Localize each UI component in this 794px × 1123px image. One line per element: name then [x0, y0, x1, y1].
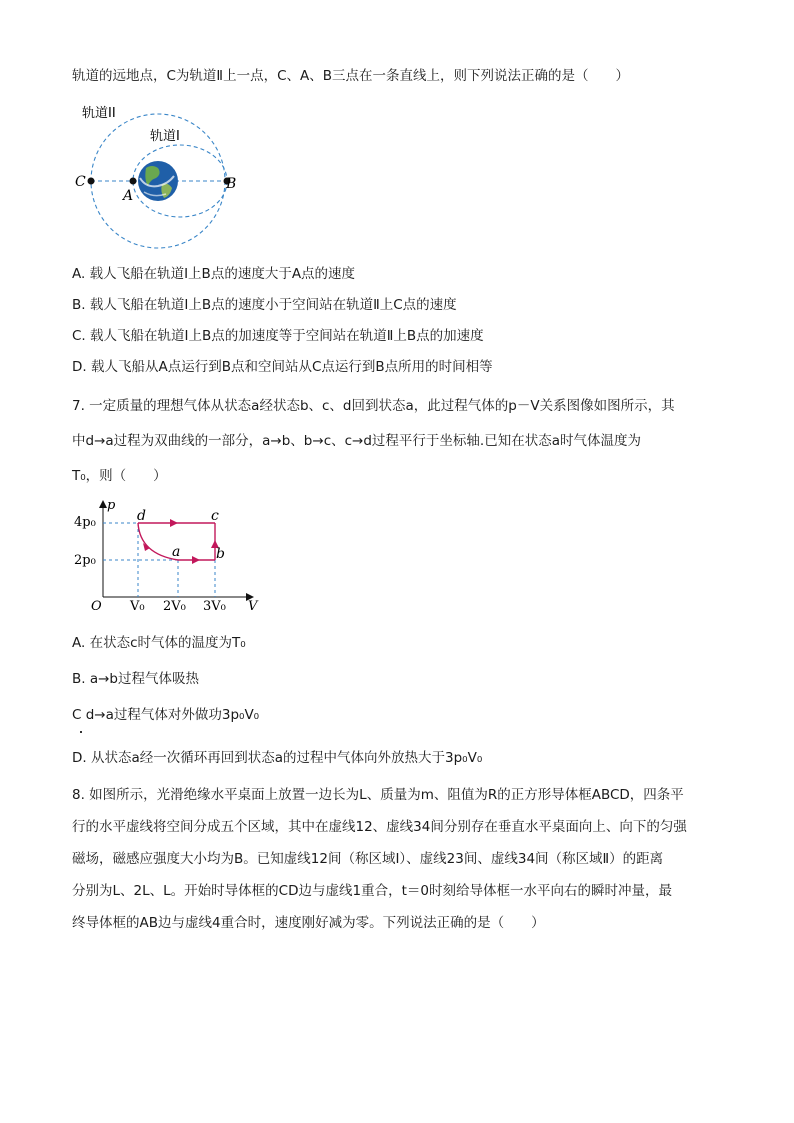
question-6-stem-tail: 轨道的远地点，C为轨道Ⅱ上一点，C、A、B三点在一条直线上，则下列说法正确的是（ ） — [72, 68, 629, 84]
p-axis-label: p — [107, 498, 116, 513]
q7-stem-line1: 7. 一定质量的理想气体从状态a经状态b、c、d回到状态a，此过程气体的p－V关系图像如图所示，其 — [72, 398, 675, 414]
point-b-label: B — [226, 176, 237, 192]
pv-diagram — [70, 496, 270, 621]
q6-option-c: C. 载人飞船在轨道Ⅰ上B点的加速度等于空间站在轨道Ⅱ上B点的加速度 — [72, 328, 484, 344]
orbit2-label: 轨道II — [82, 106, 116, 121]
q8-stem-line5: 终导体框的AB边与虚线4重合时，速度刚好减为零。下列说法正确的是（ ） — [72, 915, 545, 931]
q7-stem-line3: T₀，则（ ） — [72, 468, 167, 484]
q8-stem-line2: 行的水平虚线将空间分成五个区域，其中在虚线12、虚线34间分别存在垂直水平桌面向上、向下的匀强 — [72, 819, 687, 835]
tick-2p0: 2p₀ — [74, 553, 96, 568]
origin-label: O — [91, 599, 102, 614]
v-axis-label: V — [248, 599, 258, 614]
orbit-figure — [70, 100, 250, 260]
tick-3v0: 3V₀ — [203, 599, 226, 614]
point-c-label: C — [75, 174, 86, 190]
point-a-dot — [130, 178, 137, 185]
point-a-label: A — [123, 188, 134, 204]
point-c-dot — [88, 178, 95, 185]
q7-stem-line2: 中d→a过程为双曲线的一部分，a→b、b→c、c→d过程平行于坐标轴.已知在状态a时气体温度为 — [72, 433, 641, 449]
q6-option-a: A. 载人飞船在轨道Ⅰ上B点的速度大于A点的速度 — [72, 266, 356, 282]
tick-v0: V₀ — [130, 599, 145, 614]
q6-option-b: B. 载人飞船在轨道Ⅰ上B点的速度小于空间站在轨道Ⅱ上C点的速度 — [72, 297, 457, 313]
q7-option-a: A. 在状态c时气体的温度为T₀ — [72, 635, 246, 651]
state-a-label: a — [172, 544, 181, 560]
stray-dot — [80, 731, 82, 733]
q7-option-d: D. 从状态a经一次循环再回到状态a的过程中气体向外放热大于3p₀V₀ — [72, 750, 483, 766]
arrow-c-d — [170, 519, 178, 527]
q6-option-d: D. 载人飞船从A点运行到B点和空间站从C点运行到B点所用的时间相等 — [72, 359, 493, 375]
state-c-label: c — [211, 508, 219, 524]
q7-option-b: B. a→b过程气体吸热 — [72, 671, 199, 687]
q8-stem-line3: 磁场，磁感应强度大小均为B。已知虚线12间（称区域Ⅰ）、虚线23间、虚线34间（称区域Ⅱ）的距离 — [72, 851, 664, 867]
orbit1-label: 轨道I — [150, 129, 180, 144]
arrow-a-b — [192, 556, 200, 564]
state-b-label: b — [216, 546, 225, 562]
q8-stem-line4: 分别为L、2L、L。开始时导体框的CD边与虚线1重合，t＝0时刻给导体框一水平向右的瞬时冲量，最 — [72, 883, 672, 899]
q7-option-c: C d→a过程气体对外做功3p₀V₀ — [72, 707, 260, 723]
earth-icon — [138, 161, 178, 201]
tick-2v0: 2V₀ — [163, 599, 186, 614]
tick-4p0: 4p₀ — [74, 515, 96, 530]
q8-stem-line1: 8. 如图所示，光滑绝缘水平桌面上放置一边长为L、质量为m、阻值为R的正方形导体框ABCD，四条平 — [72, 787, 684, 803]
state-d-label: d — [137, 508, 146, 524]
